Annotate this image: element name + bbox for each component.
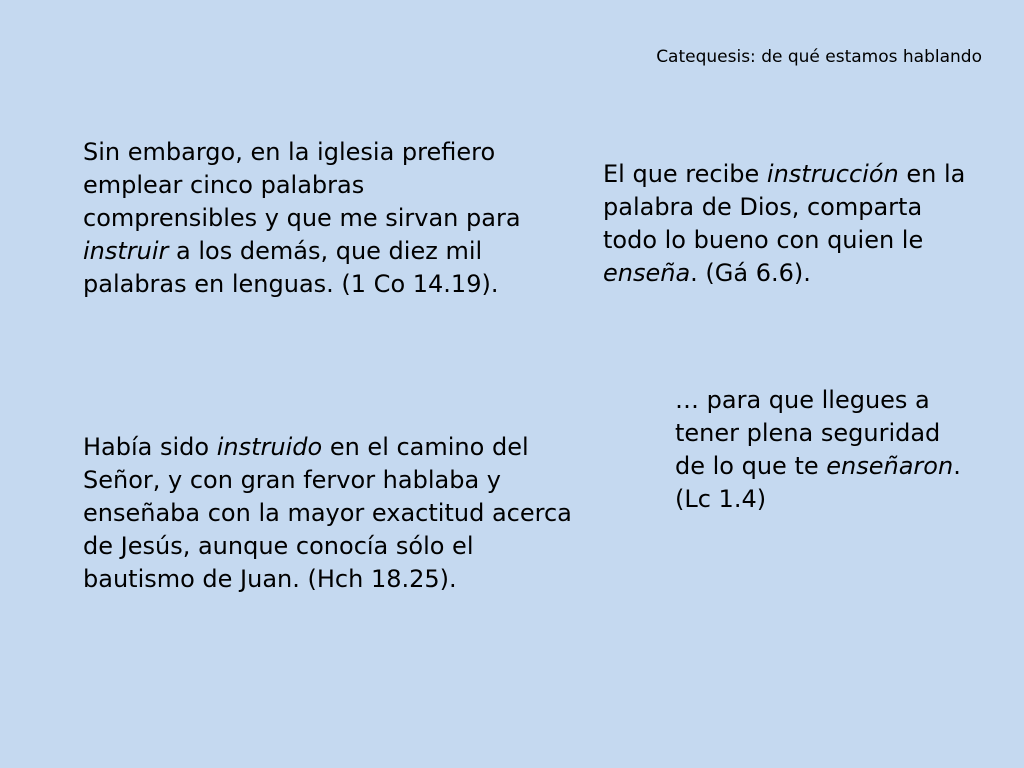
- quote-emphasis: instruir: [83, 237, 169, 265]
- quote-text: El que recibe: [603, 160, 767, 188]
- quote-luke: [675, 384, 975, 516]
- quote-emphasis: instruido: [216, 433, 323, 461]
- quote-acts: [83, 431, 583, 596]
- quote-text: . (Lc 1.4): [675, 452, 961, 513]
- quote-emphasis: enseña: [603, 259, 691, 287]
- quote-emphasis: instrucción: [766, 160, 899, 188]
- quote-text: en el camino del Señor, y con gran fervor hablaba y enseñaba con la mayor exactitud acerca de Jesús, aunque conocía sólo el bautismo de Juan. (Hch 18.25).: [83, 433, 572, 593]
- quote-text: . (Gá 6.6).: [690, 259, 811, 287]
- quote-text: a los demás, que diez mil palabras en lenguas. (1 Co 14.19).: [83, 237, 499, 298]
- quote-text: Había sido: [83, 433, 217, 461]
- quote-text: Sin embargo, en la iglesia prefiero emplear cinco palabras comprensibles y que me sirvan para: [83, 138, 521, 232]
- quote-1-corinthians: [83, 136, 523, 301]
- quote-text: … para que llegues a tener plena seguridad de lo que te: [675, 386, 941, 480]
- quote-galatians: [603, 158, 973, 290]
- slide-header-title: Catequesis: de qué estamos hablando: [656, 47, 982, 67]
- quote-emphasis: enseñaron: [826, 452, 954, 480]
- quote-text: en la palabra de Dios, comparta todo lo bueno con quien le: [603, 160, 966, 254]
